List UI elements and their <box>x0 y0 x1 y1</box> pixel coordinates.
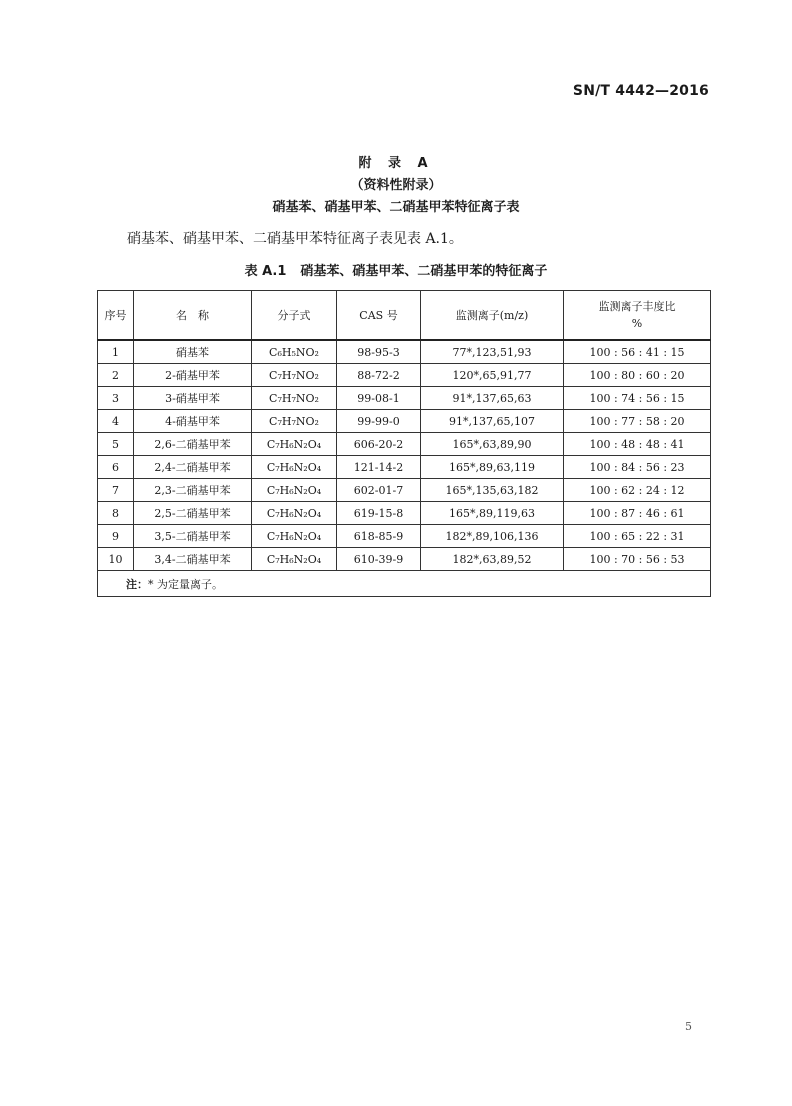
note-text: * 为定量离子。 <box>148 577 223 591</box>
cell-name: 硝基苯 <box>134 340 252 364</box>
header-seq: 序号 <box>98 291 134 341</box>
cell-cas: 610-39-9 <box>337 548 421 571</box>
cell-ratio: 100 : 62 : 24 : 12 <box>564 479 711 502</box>
cell-ratio: 100 : 80 : 60 : 20 <box>564 364 711 387</box>
table-note-row <box>98 571 711 597</box>
cell-ions: 165*,89,63,119 <box>421 456 564 479</box>
cell-seq: 9 <box>98 525 134 548</box>
cell-ions: 182*,63,89,52 <box>421 548 564 571</box>
cell-cas: 602-01-7 <box>337 479 421 502</box>
cell-cas: 98-95-3 <box>337 340 421 364</box>
cell-formula: C₇H₆N₂O₄ <box>252 502 337 525</box>
cell-seq: 8 <box>98 502 134 525</box>
cell-ratio: 100 : 56 : 41 : 15 <box>564 340 711 364</box>
cell-formula: C₇H₇NO₂ <box>252 410 337 433</box>
cell-cas: 99-08-1 <box>337 387 421 410</box>
intro-paragraph: 硝基苯、硝基甲苯、二硝基甲苯特征离子表见表 A.1。 <box>127 231 463 247</box>
table-caption <box>0 260 792 279</box>
cell-formula: C₇H₆N₂O₄ <box>252 548 337 571</box>
cell-ratio: 100 : 70 : 56 : 53 <box>564 548 711 571</box>
cell-ions: 182*,89,106,136 <box>421 525 564 548</box>
standard-code: SN/T 4442—2016 <box>572 83 709 99</box>
cell-name: 2-硝基甲苯 <box>134 364 252 387</box>
cell-formula: C₇H₆N₂O₄ <box>252 433 337 456</box>
cell-name: 2,6-二硝基甲苯 <box>134 433 252 456</box>
cell-formula: C₇H₆N₂O₄ <box>252 479 337 502</box>
table-row <box>98 410 711 433</box>
cell-cas: 99-99-0 <box>337 410 421 433</box>
appendix-subtitle: （资料性附录） <box>350 178 442 193</box>
cell-ions: 77*,123,51,93 <box>421 340 564 364</box>
cell-seq: 3 <box>98 387 134 410</box>
header-ratio <box>564 291 711 341</box>
table-header-row <box>98 291 711 341</box>
cell-seq: 2 <box>98 364 134 387</box>
cell-name: 2,3-二硝基甲苯 <box>134 479 252 502</box>
cell-ratio: 100 : 77 : 58 : 20 <box>564 410 711 433</box>
table-caption-number: 表 A.1 <box>244 264 287 279</box>
cell-name: 3-硝基甲苯 <box>134 387 252 410</box>
cell-name: 3,5-二硝基甲苯 <box>134 525 252 548</box>
table-note <box>98 571 711 597</box>
cell-seq: 10 <box>98 548 134 571</box>
header-ratio-line2: % <box>631 317 643 330</box>
cell-ions: 165*,135,63,182 <box>421 479 564 502</box>
cell-name: 3,4-二硝基甲苯 <box>134 548 252 571</box>
cell-ratio: 100 : 84 : 56 : 23 <box>564 456 711 479</box>
header-formula: 分子式 <box>252 291 337 341</box>
table-caption-title: 硝基苯、硝基甲苯、二硝基甲苯的特征离子 <box>300 264 548 279</box>
appendix-heading: 硝基苯、硝基甲苯、二硝基甲苯特征离子表 <box>272 200 520 215</box>
cell-seq: 6 <box>98 456 134 479</box>
table-row <box>98 456 711 479</box>
ion-table <box>97 290 711 597</box>
cell-ions: 91*,137,65,63 <box>421 387 564 410</box>
cell-cas: 121-14-2 <box>337 456 421 479</box>
table-row <box>98 525 711 548</box>
page-number: 5 <box>685 1020 692 1033</box>
cell-seq: 5 <box>98 433 134 456</box>
table-row <box>98 364 711 387</box>
appendix-title: 附 录 A <box>358 156 434 171</box>
cell-ratio: 100 : 87 : 46 : 61 <box>564 502 711 525</box>
header-ions: 监测离子(m/z) <box>421 291 564 341</box>
table-row <box>98 387 711 410</box>
header-ratio-line1: 监测离子丰度比 <box>598 300 676 313</box>
table-row <box>98 340 711 364</box>
table-row <box>98 502 711 525</box>
table-row <box>98 433 711 456</box>
cell-formula: C₇H₆N₂O₄ <box>252 456 337 479</box>
cell-formula: C₇H₇NO₂ <box>252 387 337 410</box>
cell-seq: 7 <box>98 479 134 502</box>
cell-seq: 1 <box>98 340 134 364</box>
table-row <box>98 548 711 571</box>
cell-cas: 618-85-9 <box>337 525 421 548</box>
cell-seq: 4 <box>98 410 134 433</box>
cell-name: 2,5-二硝基甲苯 <box>134 502 252 525</box>
cell-ratio: 100 : 48 : 48 : 41 <box>564 433 711 456</box>
cell-ions: 165*,63,89,90 <box>421 433 564 456</box>
cell-ratio: 100 : 65 : 22 : 31 <box>564 525 711 548</box>
cell-formula: C₇H₇NO₂ <box>252 364 337 387</box>
header-name: 名 称 <box>134 291 252 341</box>
cell-ions: 91*,137,65,107 <box>421 410 564 433</box>
cell-cas: 619-15-8 <box>337 502 421 525</box>
cell-ions: 120*,65,91,77 <box>421 364 564 387</box>
cell-cas: 606-20-2 <box>337 433 421 456</box>
table-row <box>98 479 711 502</box>
cell-ions: 165*,89,119,63 <box>421 502 564 525</box>
cell-name: 4-硝基甲苯 <box>134 410 252 433</box>
cell-formula: C₇H₆N₂O₄ <box>252 525 337 548</box>
cell-name: 2,4-二硝基甲苯 <box>134 456 252 479</box>
cell-formula: C₆H₅NO₂ <box>252 340 337 364</box>
cell-cas: 88-72-2 <box>337 364 421 387</box>
note-label: 注： <box>126 577 148 591</box>
cell-ratio: 100 : 74 : 56 : 15 <box>564 387 711 410</box>
header-cas: CAS 号 <box>337 291 421 341</box>
